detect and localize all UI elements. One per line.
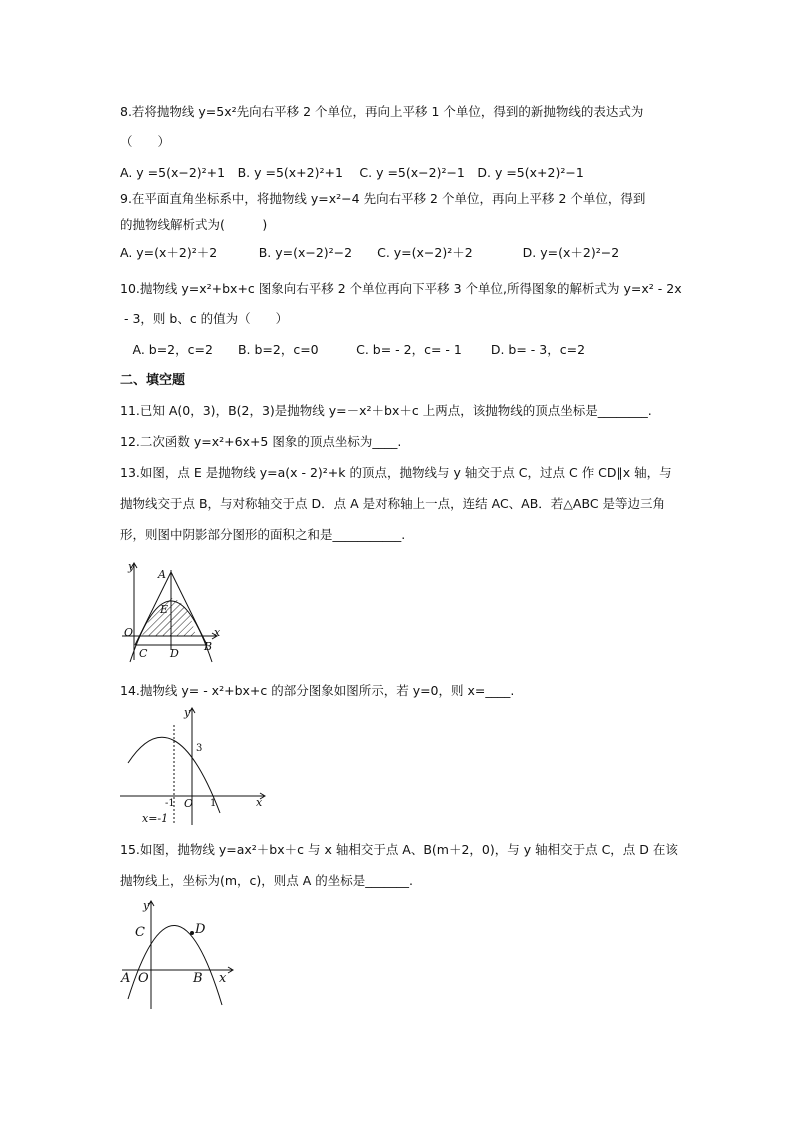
q8-options: A. y =5(x−2)²+1 B. y =5(x+2)²+1 C. y =5(x−2)²−1 D. y =5(x+2)²−1 [120, 165, 584, 180]
q10-stem-line2: - 3，则 b、c 的值为（ ） [120, 311, 289, 326]
q10-options: A. b=2，c=2 B. b=2，c=0 C. b= - 2，c= - 1 D. b= - 3，c=2 [120, 342, 586, 357]
fig15-label-d: D [195, 922, 206, 937]
fig14-label-neg1: -1 [165, 798, 175, 809]
fig15-label-x: x [219, 971, 227, 986]
q13-line3: 形，则图中阴影部分图形的面积之和是___________. [120, 527, 406, 542]
figure-15 [118, 897, 238, 1012]
q8-paren: （ ） [120, 134, 171, 149]
fig13-label-y: y [128, 560, 135, 573]
q14-text: 14.抛物线 y= - x²+bx+c 的部分图象如图所示，若 y=0，则 x=____. [120, 683, 515, 698]
figure-14-svg [118, 705, 268, 830]
fig14-label-o: O [184, 797, 194, 810]
fig15-label-o: O [138, 971, 149, 986]
q9-options: A. y=(x＋2)²＋2 B. y=(x−2)²−2 C. y=(x−2)²＋2 D. y=(x＋2)²−2 [120, 245, 620, 260]
fig14-label-xeq: x=-1 [142, 812, 169, 825]
q15-line2: 抛物线上，坐标为(m，c)，则点 A 的坐标是_______. [120, 873, 414, 888]
fig14-label-y: y [184, 706, 191, 719]
fig14-label-x: x [256, 796, 263, 809]
fig15-label-b: B [193, 971, 203, 986]
section-title-fill-in: 二、填空题 [120, 373, 186, 388]
fig13-label-c: C [139, 647, 148, 660]
q13-line1: 13.如图，点 E 是抛物线 y=a(x - 2)²+k 的顶点，抛物线与 y 轴交于点 C，过点 C 作 CD∥x 轴，与 [120, 465, 672, 480]
fig13-label-e: E [160, 603, 169, 616]
fig15-label-a: A [121, 971, 131, 986]
figure-13 [118, 560, 223, 665]
figure-14 [118, 705, 268, 830]
fig13-label-o: O [124, 626, 134, 639]
point-d [190, 931, 194, 935]
fig13-label-b: B [204, 640, 213, 653]
fig15-label-c: C [135, 925, 145, 940]
q11-text: 11.已知 A(0，3)，B(2，3)是抛物线 y=－x²＋bx＋c 上两点，该抛物线的顶点坐标是________. [120, 403, 652, 418]
fig13-label-a: A [158, 568, 166, 581]
q8-stem: 8.若将抛物线 y=5x²先向右平移 2 个单位，再向上平移 1 个单位，得到的新抛物线的表达式为 [120, 104, 644, 119]
q9-stem-line1: 9.在平面直角坐标系中，将抛物线 y=x²−4 先向右平移 2 个单位，再向上平移 2 个单位，得到 [120, 191, 646, 206]
figure-15-svg [118, 897, 238, 1012]
fig14-label-1: 1 [210, 798, 217, 809]
fig15-label-y: y [143, 899, 150, 912]
figure-13-svg [118, 560, 223, 665]
fig14-label-3: 3 [196, 743, 203, 754]
q12-text: 12.二次函数 y=x²+6x+5 图象的顶点坐标为____. [120, 434, 402, 449]
q9-stem-line2: 的抛物线解析式为( ) [120, 217, 268, 232]
fig13-label-d: D [170, 647, 179, 660]
fig13-label-x: x [214, 626, 221, 639]
q13-line2: 抛物线交于点 B，与对称轴交于点 D．点 A 是对称轴上一点，连结 AC、AB．若△ABC 是等边三角 [120, 496, 666, 511]
q15-line1: 15.如图，抛物线 y=ax²＋bx＋c 与 x 轴相交于点 A、B(m＋2，0)，与 y 轴相交于点 C，点 D 在该 [120, 842, 678, 857]
q10-stem-line1: 10.抛物线 y=x²+bx+c 图象向右平移 2 个单位再向下平移 3 个单位,所得图象的解析式为 y=x² - 2x [120, 281, 682, 296]
